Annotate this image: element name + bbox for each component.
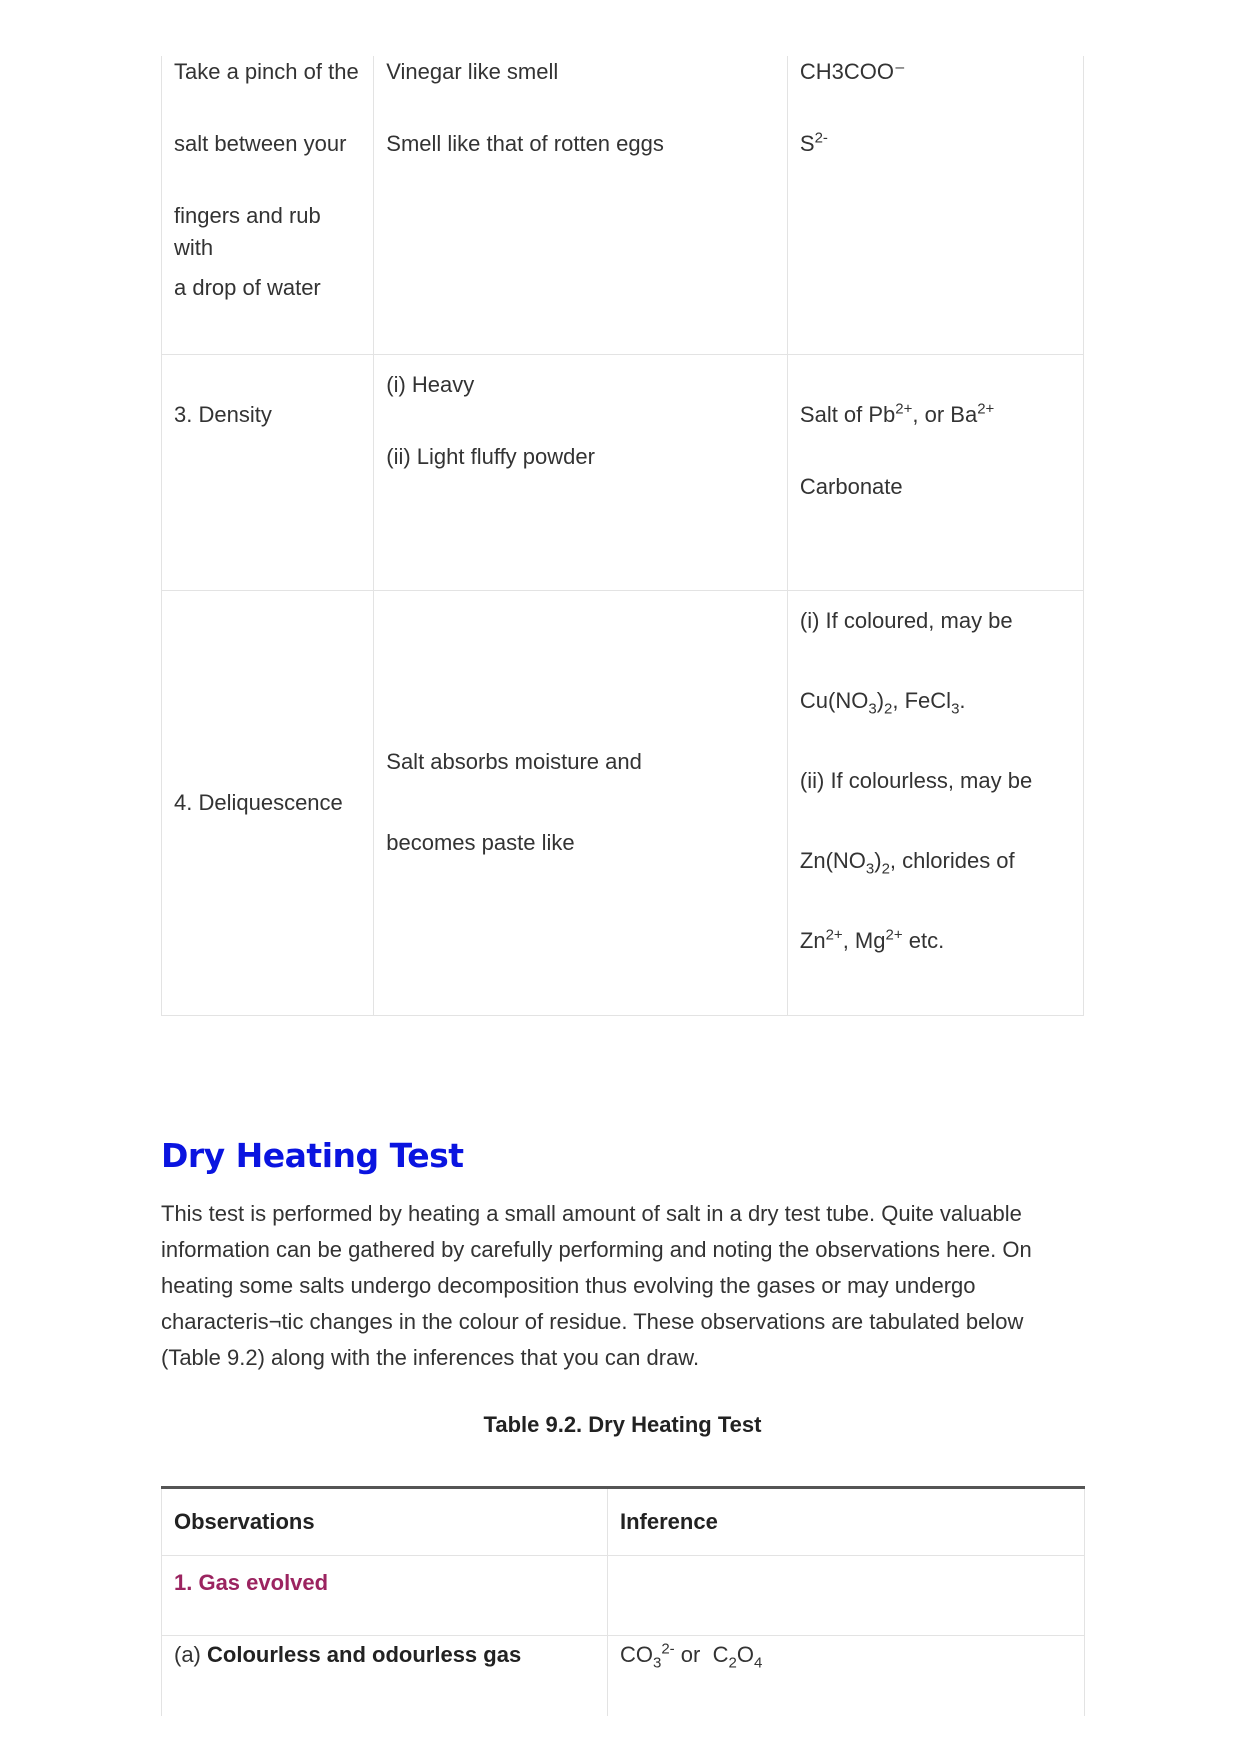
formula-text: Zn bbox=[799, 927, 826, 953]
cell-line: Take a pinch of the bbox=[174, 59, 359, 84]
superscript: 2- bbox=[814, 129, 828, 147]
table-cell bbox=[162, 56, 374, 354]
row-label: 3. Density bbox=[174, 401, 272, 427]
formula-text: Cu(NO bbox=[799, 687, 869, 713]
table-cell bbox=[374, 56, 788, 354]
formula-text: etc. bbox=[902, 927, 945, 953]
properties-table bbox=[161, 56, 1084, 1016]
section-paragraph: This test is performed by heating a small amount of salt in a dry test tube. Quite valuable information can be gathered by carefully performing and noting the observations here. On heating some salts undergo decomposition thus evolving the gases or may undergo characteris¬tic changes in the colour of residue. These observations are tabulated below (Table 9.2) along with the inferences that you can draw. bbox=[161, 1201, 1032, 1370]
formula-text: O bbox=[736, 1642, 754, 1667]
section-label: 1. Gas evolved bbox=[162, 1556, 608, 1636]
formula-text: , FeCl bbox=[892, 687, 952, 713]
table-cell bbox=[162, 354, 374, 590]
subscript: 2 bbox=[884, 699, 893, 717]
cell-line bbox=[800, 685, 1071, 765]
table-row bbox=[162, 56, 1084, 354]
superscript: 2- bbox=[661, 1640, 675, 1658]
subscript: 2 bbox=[881, 859, 890, 877]
formula-text: ) bbox=[876, 687, 885, 713]
formula-text: ) bbox=[874, 847, 882, 873]
table-row bbox=[162, 354, 1084, 590]
table-cell bbox=[787, 590, 1083, 1015]
table-header-row bbox=[162, 1488, 1085, 1556]
subscript: 4 bbox=[753, 1654, 763, 1672]
cell-line: becomes paste like bbox=[386, 830, 575, 855]
table-cell bbox=[162, 590, 374, 1015]
formula-text: S bbox=[799, 131, 815, 156]
table-cell bbox=[162, 1636, 608, 1716]
subscript: 3 bbox=[951, 699, 960, 717]
table-row bbox=[162, 590, 1084, 1015]
cell-line: (ii) If colourless, may be bbox=[799, 767, 1033, 793]
formula-text: . bbox=[959, 687, 966, 713]
table-cell bbox=[787, 354, 1083, 590]
dry-heating-table bbox=[161, 1486, 1085, 1716]
formula-text: CO bbox=[620, 1642, 653, 1667]
cell-line: Salt absorbs moisture and bbox=[386, 749, 642, 774]
formula-text: , or Ba bbox=[912, 401, 978, 427]
cell-line: (i) If coloured, may be bbox=[799, 607, 1013, 633]
formula-text: or C bbox=[674, 1642, 729, 1667]
column-header: Inference bbox=[608, 1488, 1085, 1556]
formula-text: Zn(NO bbox=[799, 847, 866, 873]
formula-text: , chlorides of bbox=[889, 847, 1015, 873]
page-content bbox=[161, 56, 1084, 1016]
cell-line: Carbonate bbox=[799, 473, 903, 499]
section-heading: Dry Heating Test bbox=[161, 1136, 464, 1175]
cell-line: CH3COO⁻ bbox=[799, 59, 906, 84]
table-caption: Table 9.2. Dry Heating Test bbox=[483, 1412, 762, 1437]
cell-line bbox=[800, 925, 1071, 957]
formula-text: Salt of Pb bbox=[799, 401, 896, 427]
table-cell bbox=[374, 590, 788, 1015]
cell-line: salt between your bbox=[174, 131, 347, 156]
table-row bbox=[162, 1556, 1085, 1636]
table-cell bbox=[374, 354, 788, 590]
table-row bbox=[162, 1636, 1085, 1716]
superscript: 2+ bbox=[895, 400, 913, 418]
table-cell bbox=[787, 56, 1083, 354]
cell-line: Smell like that of rotten eggs bbox=[386, 131, 664, 156]
superscript: 2+ bbox=[977, 400, 995, 418]
cell-line bbox=[800, 845, 1071, 925]
cell-line: a drop of water bbox=[174, 275, 321, 300]
item-prefix: (a) bbox=[174, 1642, 207, 1667]
subscript: 3 bbox=[865, 859, 875, 877]
superscript: 2+ bbox=[825, 926, 843, 944]
cell-line bbox=[800, 399, 1071, 471]
column-header: Observations bbox=[162, 1488, 608, 1556]
subscript: 3 bbox=[868, 699, 877, 717]
cell-line: (i) Heavy bbox=[386, 371, 475, 397]
subscript: 2 bbox=[728, 1654, 737, 1672]
row-label: 4. Deliquescence bbox=[174, 789, 343, 815]
table-cell bbox=[608, 1636, 1085, 1716]
cell-line: Vinegar like smell bbox=[386, 59, 559, 84]
cell-line: fingers and rub with bbox=[174, 203, 321, 260]
cell-line: (ii) Light fluffy powder bbox=[386, 443, 595, 469]
cell-line bbox=[800, 128, 1071, 200]
subscript: 3 bbox=[653, 1654, 662, 1672]
table-cell bbox=[608, 1556, 1085, 1636]
formula-text: , Mg bbox=[842, 927, 886, 953]
observation-text: Colourless and odourless gas bbox=[207, 1642, 522, 1667]
superscript: 2+ bbox=[885, 926, 903, 944]
